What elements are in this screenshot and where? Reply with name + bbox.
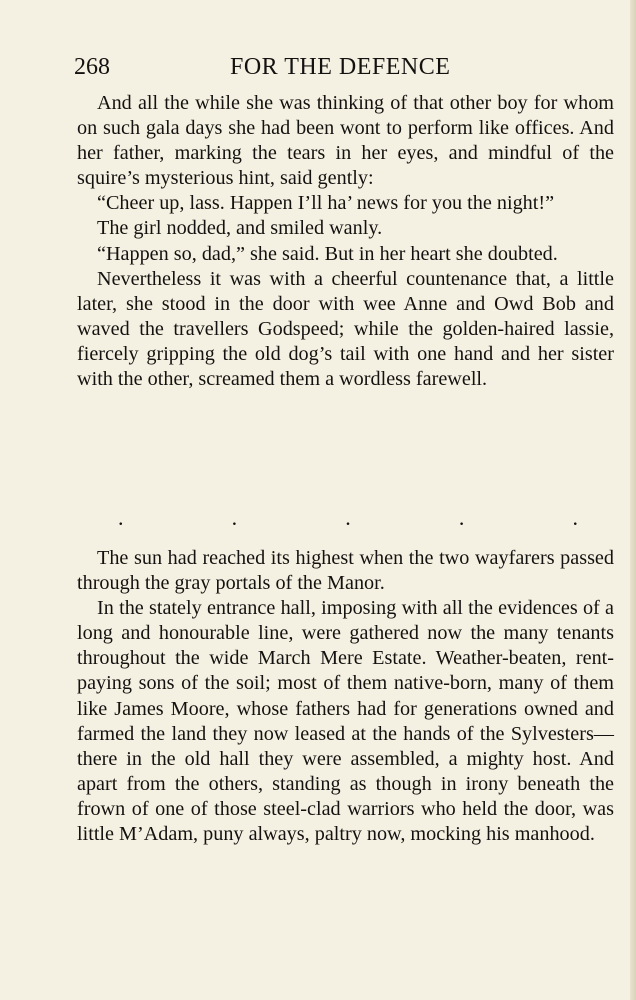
paragraph: The girl nodded, and smiled wanly. bbox=[97, 217, 383, 240]
section-break-dot: . bbox=[572, 505, 578, 530]
paragraph: “Happen so, dad,” she said. But in her heart she doubted. bbox=[97, 242, 558, 265]
section-break-dots bbox=[118, 505, 578, 530]
section-two-text bbox=[77, 546, 614, 847]
section-break-dot: . bbox=[231, 505, 238, 530]
section-break-dot: . bbox=[118, 505, 124, 530]
paragraph: And all the while she was thinking of that other boy for whom on such gala days she had been wont to perform like offices. And her father, marking the tears in her eyes, and mindful of the squire’s mysterious hint, said gently: bbox=[77, 92, 614, 190]
running-head: FOR THE DEFENCE bbox=[230, 54, 451, 80]
section-break-dot: . bbox=[458, 505, 465, 530]
paragraph: In the stately entrance hall, imposing with all the evidences of a long and honourable line, were gathered now the many tenants throughout the wide March Mere Estate. Weather-beaten, rent-paying sons of the soil; most of them native-born, many of them like James Moore, whose fathers had for generations owned and farmed the land they now leased at the hands of the Sylvesters—there in the old hall they were assembled, a mighty host. And apart from the others, standing as though in irony beneath the frown of one of those steel-clad warriors who held the door, was little M’Adam, puny always, paltry now, mocking his manhood. bbox=[77, 597, 614, 846]
page-edge-shadow bbox=[630, 0, 636, 1000]
page-number: 268 bbox=[74, 54, 110, 80]
paragraph: “Cheer up, lass. Happen I’ll ha’ news for you the night!” bbox=[97, 192, 555, 215]
section-break-dot: . bbox=[345, 505, 351, 530]
page-header bbox=[74, 50, 614, 84]
paragraph: Nevertheless it was with a cheerful countenance that, a little later, she stood in the door with wee Anne and Owd Bob and waved the travellers Godspeed; while the golden-haired lassie, fiercely gripping the old dog’s tail with one hand and her sister with the other, screamed them a wordless farewell. bbox=[77, 267, 614, 391]
paragraph: The sun had reached its highest when the two wayfarers passed through the gray portals of the Manor. bbox=[77, 547, 614, 595]
section-one-text bbox=[77, 91, 614, 392]
